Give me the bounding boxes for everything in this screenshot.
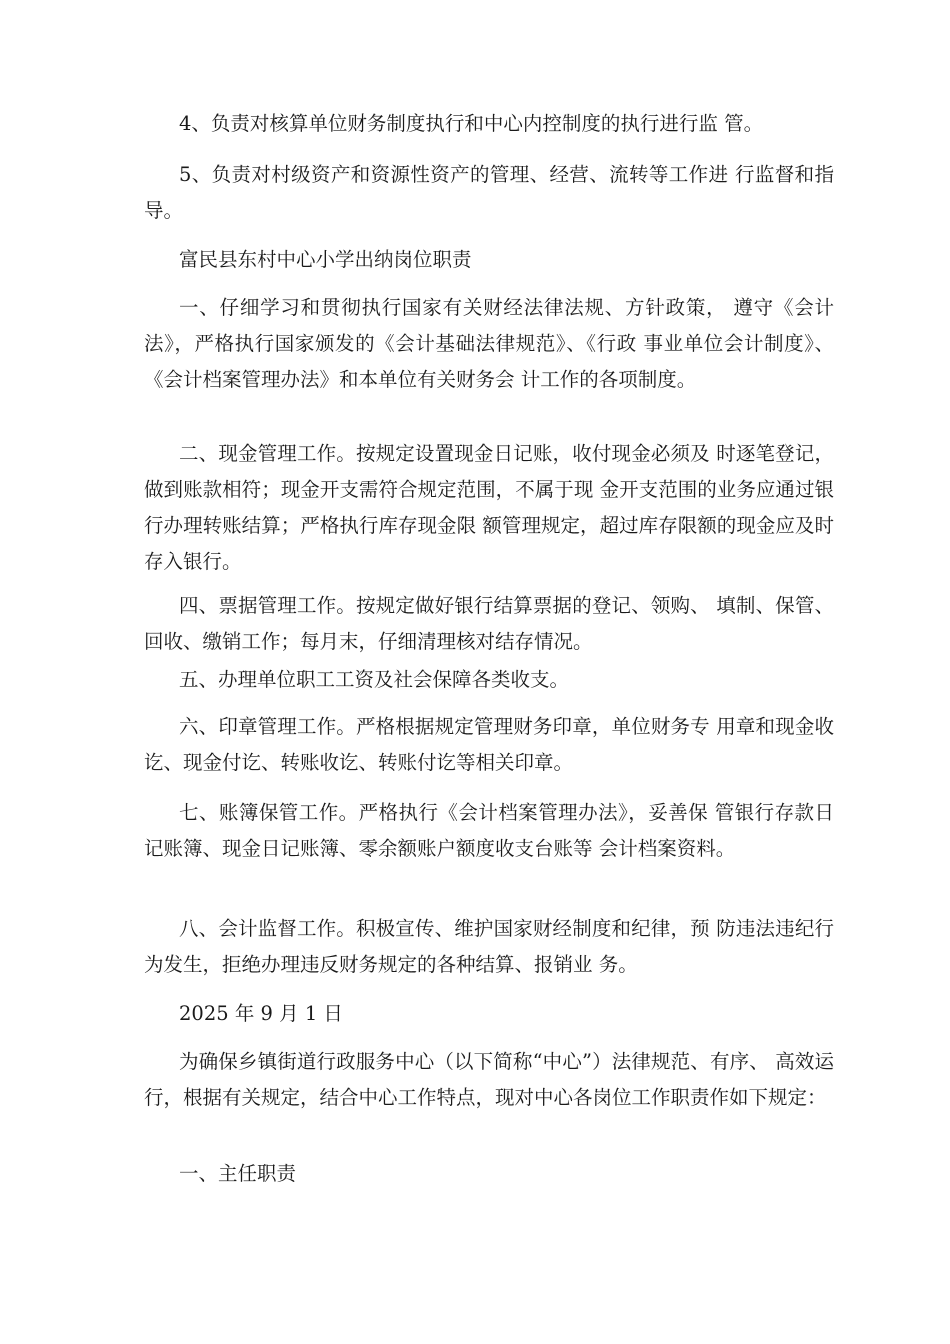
paragraph-cashier-item-1: 一、仔细学习和贯彻执行国家有关财经法律法规、方针政策， 遵守《会计法》，严格执行国家颁发的《会计基础法律规范》、《行政 事业单位会计制度》、《会计档案管理办法》和本单位有关财务会 计工作的各项制度。: [144, 296, 834, 391]
paragraph-cashier-item-8: 八、会计监督工作。积极宣传、维护国家财经制度和纪律，预 防违法违纪行为发生，拒绝办理违反财务规定的各种结算、报销业 务。: [144, 917, 834, 976]
paragraph-duty-5: 5、负责对村级资产和资源性资产的管理、经营、流转等工作进 行监督和指导。: [144, 163, 834, 222]
document-date: 2025 年 9 月 1 日: [179, 1002, 343, 1025]
paragraph-cashier-item-2: 二、现金管理工作。按规定设置现金日记账，收付现金必须及 时逐笔登记，做到账款相符；现金开支需符合规定范围，不属于现 金开支范围的业务应通过银行办理转账结算；严格执行库存现金限 额管理规定，超过库存限额的现金应及时存入银行。: [144, 442, 834, 573]
paragraph-cashier-item-5: 五、办理单位职工工资及社会保障各类收支。: [179, 668, 570, 691]
section-title-cashier-duties: 富民县东村中心小学出纳岗位职责: [179, 248, 472, 271]
paragraph-cashier-item-6: 六、印章管理工作。严格根据规定管理财务印章，单位财务专 用章和现金收讫、现金付讫、转账收讫、转账付讫等相关印章。: [144, 715, 834, 774]
paragraph-service-center-intro: 为确保乡镇街道行政服务中心（以下简称“中心”）法律规范、有序、 高效运行，根据有关规定，结合中心工作特点，现对中心各岗位工作职责作如下规定：: [144, 1050, 834, 1109]
paragraph-cashier-item-4: 四、票据管理工作。按规定做好银行结算票据的登记、领购、 填制、保管、回收、缴销工作；每月末，仔细清理核对结存情况。: [144, 594, 834, 653]
section-heading-director-duties: 一、主任职责: [179, 1162, 297, 1185]
paragraph-duty-4: 4、负责对核算单位财务制度执行和中心内控制度的执行进行监 管。: [179, 112, 764, 135]
paragraph-cashier-item-7: 七、账簿保管工作。严格执行《会计档案管理办法》，妥善保 管银行存款日记账簿、现金日记账簿、零余额账户额度收支台账等 会计档案资料。: [144, 801, 834, 860]
